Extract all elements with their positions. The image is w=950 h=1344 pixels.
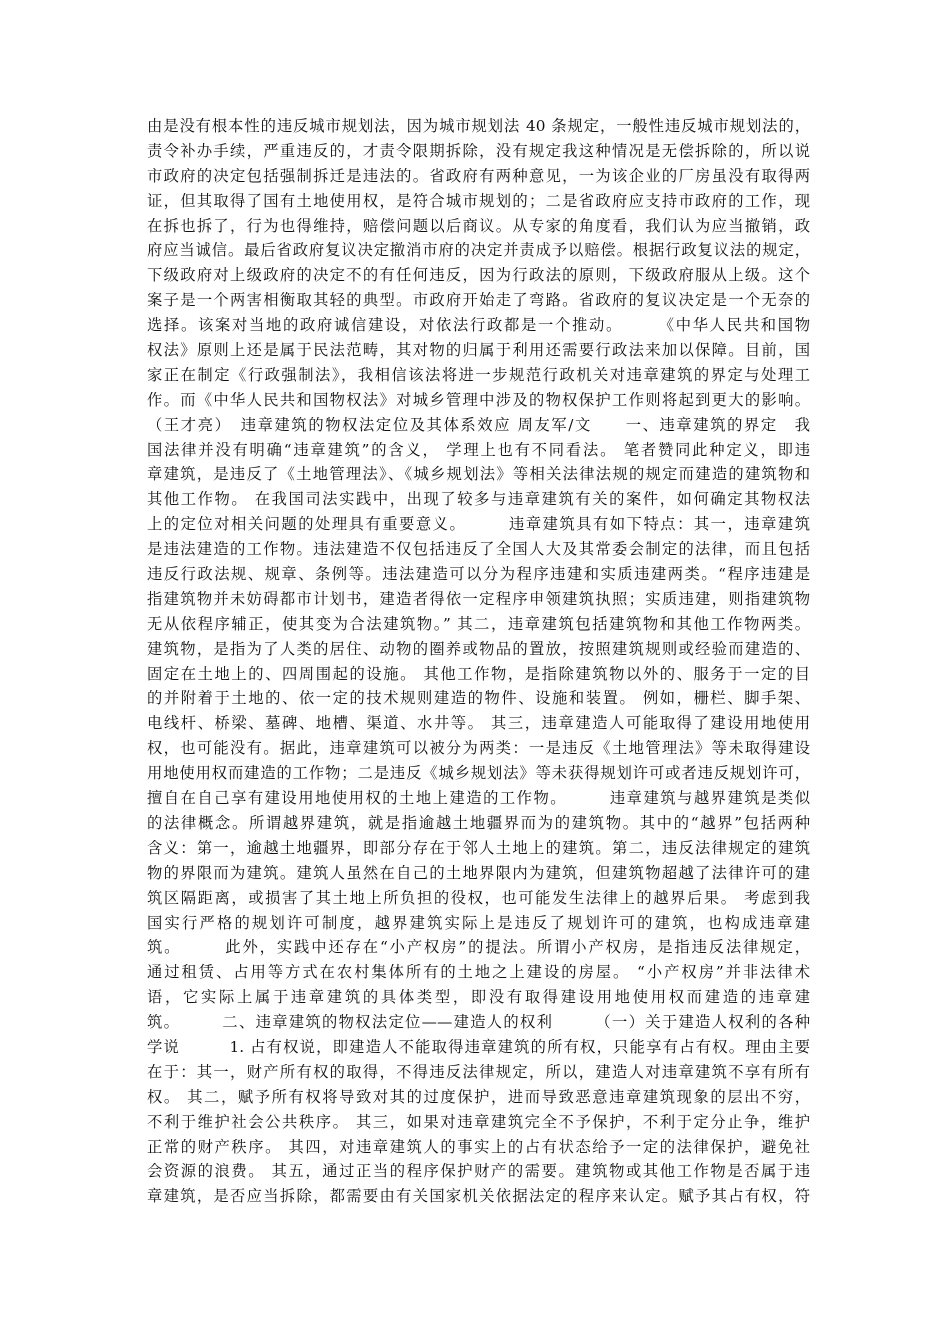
text-line: 在拆也拆了，行为也得维持，赔偿问题以后商议。从专家的角度看，我们认为应当撤销，政: [147, 216, 810, 235]
text-line: 章建筑，是否应当拆除，都需要由有关国家机关依据法定的程序来认定。赋予其占有权，符: [147, 1187, 810, 1206]
text-line: 违反行政法规、规章、条例等。违法建造可以分为程序违建和实质违建两类。“程序违建是: [147, 565, 810, 584]
text-line: 筑。 此外，实践中还存在“小产权房”的提法。所谓小产权房，是指违反法律规定，: [147, 938, 810, 957]
text-line: 章建筑，是违反了《土地管理法》、《城乡规划法》等相关法律法规的规定而建造的建筑物和: [147, 465, 810, 484]
text-line: 的并附着于土地的、依一定的技术规则建造的物件、设施和装置。 例如，栅栏、脚手架、: [147, 689, 810, 708]
text-line: 市政府的决定包括强制拆迁是违法的。省政府有两种意见，一为该企业的厂房虽没有取得两: [147, 166, 810, 185]
text-line: 电线杆、桥梁、墓碑、地槽、渠道、水井等。 其三，违章建造人可能取得了建设用地使用: [147, 714, 810, 733]
text-line: 在于：其一，财产所有权的取得，不得违反法律规定，所以，建造人对违章建筑不享有所有: [147, 1062, 810, 1081]
text-line: 语，它实际上属于违章建筑的具体类型，即没有取得建设用地使用权而建造的违章建: [147, 988, 810, 1007]
text-line: 是违法建造的工作物。违法建造不仅包括违反了全国人大及其常委会制定的法律，而且包括: [147, 540, 810, 559]
text-line: 国实行严格的规划许可制度，越界建筑实际上是违反了规划许可的建筑，也构成违章建: [147, 913, 810, 932]
text-line: 上的定位对相关问题的处理具有重要意义。 违章建筑具有如下特点：其一，违章建筑: [147, 515, 810, 534]
text-line: 通过租赁、占用等方式在农村集体所有的土地之上建设的房屋。 “小产权房”并非法律术: [147, 963, 810, 982]
text-line: 建筑物，是指为了人类的居住、动物的圈养或物品的置放，按照建筑规则或经验而建造的、: [147, 639, 810, 658]
text-line: 权，也可能没有。据此，违章建筑可以被分为两类：一是违反《土地管理法》等未取得建设: [147, 739, 810, 758]
text-line: 选择。该案对当地的政府诚信建设，对依法行政都是一个推动。 《中华人民共和国物: [147, 316, 810, 335]
text-line: 证，但其取得了国有土地使用权，是符合城市规划的；二是省政府应支持市政府的工作，现: [147, 191, 810, 210]
text-line: 不利于维护社会公共秩序。 其三，如果对违章建筑完全不予保护，不利于定分止争，维护: [147, 1112, 810, 1131]
text-line: 正常的财产秩序。 其四，对违章建筑人的事实上的占有状态给予一定的法律保护，避免社: [147, 1137, 810, 1156]
text-line: 案子是一个两害相衡取其轻的典型。市政府开始走了弯路。省政府的复议决定是一个无奈的: [147, 291, 810, 310]
text-line: 家正在制定《行政强制法》，我相信该法将进一步规范行政机关对违章建筑的界定与处理工: [147, 365, 810, 384]
text-line: 物的界限而为建筑。建筑人虽然在自己的土地界限内为建筑，但建筑物超越了法律许可的建: [147, 863, 810, 882]
text-line: 责令补办手续，严重违反的，才责令限期拆除，没有规定我这种情况是无偿拆除的，所以说: [147, 141, 810, 160]
text-line: 作。而《中华人民共和国物权法》对城乡管理中涉及的物权保护工作则将起到更大的影响。: [147, 390, 810, 409]
text-line: 筑区隔距离，或损害了其土地上所负担的役权，也可能发生法律上的越界后果。 考虑到我: [147, 888, 810, 907]
text-line: 擅自在自己享有建设用地使用权的土地上建造的工作物。 违章建筑与越界建筑是类似: [147, 789, 810, 808]
text-line: 权法》原则上还是属于民法范畴，其对物的归属于利用还需要行政法来加以保障。目前，国: [147, 341, 810, 360]
text-line: 其他工作物。 在我国司法实践中，出现了较多与违章建筑有关的案件，如何确定其物权法: [147, 490, 810, 509]
text-line: 无从依程序辅正，使其变为合法建筑物。” 其二，违章建筑包括建筑物和其他工作物两类。: [147, 614, 810, 633]
body-text: [147, 114, 810, 1209]
text-line: 国法律并没有明确“违章建筑”的含义， 学理上也有不同看法。 笔者赞同此种定义，即违: [147, 440, 810, 459]
text-line: 筑。 二、违章建筑的物权法定位——建造人的权利 （一）关于建造人权利的各种: [147, 1013, 810, 1032]
text-line: 的法律概念。所谓越界建筑，就是指逾越土地疆界而为的建筑物。其中的“越界”包括两种: [147, 813, 810, 832]
text-line: 固定在土地上的、四周围起的设施。 其他工作物，是指除建筑物以外的、服务于一定的目: [147, 664, 810, 683]
text-line: 府应当诚信。最后省政府复议决定撤消市府的决定并责成予以赔偿。根据行政复议法的规定，: [147, 241, 810, 260]
text-line: （王才亮） 违章建筑的物权法定位及其体系效应 周友军/文 一、违章建筑的界定 我: [147, 415, 810, 434]
text-line: 学说 1. 占有权说，即建造人不能取得违章建筑的所有权，只能享有占有权。理由主要: [147, 1037, 810, 1056]
text-line: 由是没有根本性的违反城市规划法，因为城市规划法 40 条规定，一般性违反城市规划法的，: [147, 117, 810, 135]
text-line: 权。 其二，赋予所有权将导致对其的过度保护，进而导致恶意违章建筑现象的层出不穷，: [147, 1087, 810, 1106]
text-line: 会资源的浪费。 其五，通过正当的程序保护财产的需要。建筑物或其他工作物是否属于违: [147, 1162, 810, 1181]
text-line: 用地使用权而建造的工作物；二是违反《城乡规划法》等未获得规划许可或者违反规划许可，: [147, 764, 810, 783]
text-line: 含义：第一，逾越土地疆界，即部分存在于邻人土地上的建筑。第二，违反法律规定的建筑: [147, 838, 810, 857]
text-line: 指建筑物并未妨碍都市计划书，建造者得依一定程序申领建筑执照；实质违建，则指建筑物: [147, 589, 810, 608]
text-line: 下级政府对上级政府的决定不的有任何违反，因为行政法的原则，下级政府服从上级。这个: [147, 266, 810, 285]
